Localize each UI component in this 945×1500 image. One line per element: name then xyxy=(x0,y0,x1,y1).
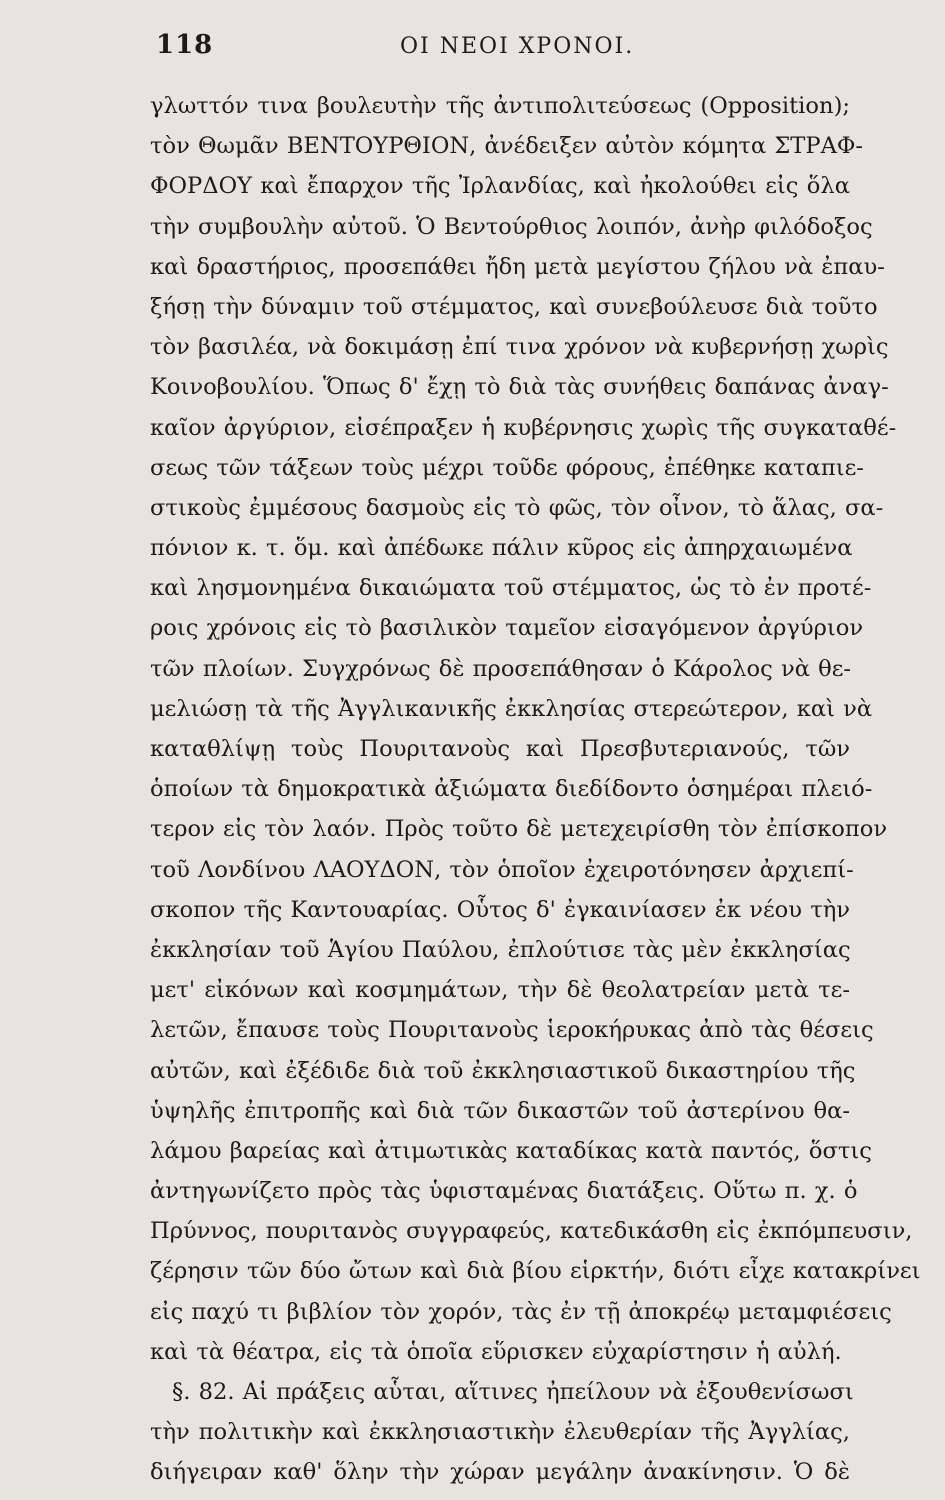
text-line: λάμου βαρείας καὶ ἀτιμωτικὰς καταδίκας κατὰ παντός, ὅστις xyxy=(150,1137,872,1164)
text-line: ΦΟΡΔΟΥ καὶ ἔπαρχον τῆς Ἰρλανδίας, καὶ ἠκολούθει εἰς ὅλα xyxy=(150,173,850,200)
running-head: ΟΙ ΝΕΟΙ ΧΡΟΝΟΙ. xyxy=(400,34,635,59)
text-line: μελιώσῃ τὰ τῆς Ἀγγλικανικῆς ἐκκλησίας στερεώτερον, καὶ νὰ xyxy=(150,695,873,722)
text-line: λετῶν, ἔπαυσε τοὺς Πουριτανοὺς ἱεροκήρυκας ἀπὸ τὰς θέσεις xyxy=(150,1017,874,1044)
text-line: σεως τῶν τάξεων τοὺς μέχρι τοῦδε φόρους, ἐπέθηκε καταπιε- xyxy=(150,454,864,481)
page-header xyxy=(156,30,856,70)
text-line: τὴν συμβουλὴν αὐτοῦ. Ὁ Βεντούρθιος λοιπόν, ἀνὴρ φιλόδοξος xyxy=(150,213,873,240)
text-line: καὶ τὰ θέατρα, εἰς τὰ ὁποῖα εὕρισκεν εὐχαρίστησιν ἡ αὐλή. xyxy=(150,1338,842,1365)
text-line: τερον εἰς τὸν λαόν. Πρὸς τοῦτο δὲ μετεχειρίσθη τὸν ἐπίσκοπον xyxy=(150,816,888,843)
text-line: πόνιον κ. τ. ὅμ. καὶ ἀπέδωκε πάλιν κῦρος εἰς ἀπηρχαιωμένα xyxy=(150,535,853,562)
text-line: ροις χρόνοις εἰς τὸ βασιλικὸν ταμεῖον εἰσαγόμενον ἀργύριον xyxy=(150,615,864,642)
text-line: τὸν Θωμᾶν ΒΕΝΤΟΥΡΘΙΟΝ, ἀνέδειξεν αὐτὸν κόμητα ΣΤΡΑΦ- xyxy=(150,133,864,160)
text-line: εἰς παχύ τι βιβλίον τὸν χορόν, τὰς ἐν τῇ ἀποκρέῳ μεταμφιέσεις xyxy=(150,1298,892,1325)
text-line: στικοὺς ἐμμέσους δασμοὺς εἰς τὸ φῶς, τὸν οἶνον, τὸ ἅλας, σα- xyxy=(150,494,884,521)
text-line: διήγειραν καθ' ὅλην τὴν χώραν μεγάλην ἀνακίνησιν. Ὁ δὲ xyxy=(150,1459,850,1486)
text-line: τὸν βασιλέα, νὰ δοκιμάσῃ ἐπί τινα χρόνον νὰ κυβερνήσῃ χωρὶς xyxy=(150,334,889,361)
text-line: αὐτῶν, καὶ ἐξέδιδε διὰ τοῦ ἐκκλησιαστικοῦ δικαστηρίου τῆς xyxy=(150,1057,856,1084)
text-line: τῶν πλοίων. Συγχρόνως δὲ προσεπάθησαν ὁ Κάρολος νὰ θε- xyxy=(150,655,852,682)
text-line: ὁποίων τὰ δημοκρατικὰ ἀξιώματα διεδίδοντο ὁσημέραι πλειό- xyxy=(150,776,873,803)
text-line: καὶ λησμονημένα δικαιώματα τοῦ στέμματος, ὡς τὸ ἐν προτέ- xyxy=(150,575,872,602)
text-line: ἀντηγωνίζετο πρὸς τὰς ὑφισταμένας διατάξεις. Οὕτω π. χ. ὁ xyxy=(150,1178,858,1205)
text-line: σκοπον τῆς Καντουαρίας. Οὗτος δ' ἐγκαινίασεν ἐκ νέου τὴν xyxy=(150,896,850,923)
section-heading-line: §. 82. Αἱ πράξεις αὗται, αἵτινες ἠπείλουν νὰ ἐξουθενίσωσι xyxy=(172,1379,854,1405)
text-line: ἐκκλησίαν τοῦ Ἁγίου Παύλου, ἐπλούτισε τὰς μὲν ἐκκλησίας xyxy=(150,936,851,963)
text-line: καὶ δραστήριος, προσεπάθει ἤδη μετὰ μεγίστου ζήλου νὰ ἐπαυ- xyxy=(150,253,885,280)
text-line: γλωττόν τινα βουλευτὴν τῆς ἀντιπολιτεύσεως (Opposition); xyxy=(150,93,850,119)
text-line: ξήσῃ τὴν δύναμιν τοῦ στέμματος, καὶ συνεβούλευσε διὰ τοῦτο xyxy=(150,293,878,320)
text-line: ὑψηλῆς ἐπιτροπῆς καὶ διὰ τῶν δικαστῶν τοῦ ἀστερίνου θα- xyxy=(150,1097,850,1124)
text-line: Πρύννος, πουριτανὸς συγγραφεύς, κατεδικάσθη εἰς ἐκπόμπευσιν, xyxy=(150,1218,913,1245)
text-line: Κοινοβουλίου. Ὅπως δ' ἔχῃ τὸ διὰ τὰς συνήθεις δαπάνας ἀναγ- xyxy=(150,374,889,401)
text-line: καταθλίψῃ τοὺς Πουριτανοὺς καὶ Πρεσβυτεριανούς, τῶν xyxy=(150,736,850,762)
text-line: μετ' εἰκόνων καὶ κοσμημάτων, τὴν δὲ θεολατρείαν μετὰ τε- xyxy=(150,977,850,1004)
text-line: τὴν πολιτικὴν καὶ ἐκκλησιαστικὴν ἐλευθερίαν τῆς Ἀγγλίας, xyxy=(150,1419,850,1446)
text-line: ζέρησιν τῶν δύο ὤτων καὶ διὰ βίου εἱρκτήν, διότι εἶχε κατακρίνει xyxy=(150,1258,921,1285)
page-number: 118 xyxy=(156,30,214,60)
text-line: τοῦ Λονδίνου ΛΑΟΥΔΟΝ, τὸν ὁποῖον ἐχειροτόνησεν ἀρχιεπί- xyxy=(150,856,854,883)
body-text xyxy=(150,86,921,1493)
text-line: καῖον ἀργύριον, εἰσέπραξεν ἡ κυβέρνησις χωρὶς τῆς συγκαταθέ- xyxy=(150,414,897,441)
